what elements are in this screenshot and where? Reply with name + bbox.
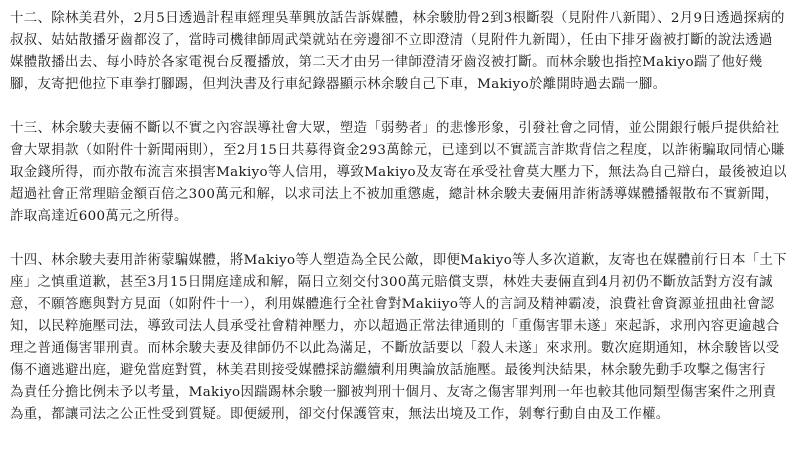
paragraph-line: 為重，都讓司法之公正性受到質疑。即便緩刑，卻交付保護管束，無法出境及工作，剝奪行動自由及工作權。 <box>10 407 670 422</box>
paragraph-line: 十三、林余駿夫妻倆不斷以不實之內容誤導社會大眾，塑造「弱勢者」的悲慘形象，引發社會之同情，並公開銀行帳戶提供給社 <box>10 121 780 136</box>
paragraph-line: 腳，友寄把他拉下車拳打腳踢，但判決書及行車紀錄器顯示林余駿自己下車，Makiyo於離開時過去踹一腳。 <box>10 77 667 92</box>
paragraph-fourteen <box>10 250 790 426</box>
paragraph-line: 座」之慎重道歉，甚至3月15日開庭達成和解，隔日立刻交付300萬元賠償支票，林姓夫妻倆直到4月初仍不斷放話對方沒有誠 <box>10 275 773 290</box>
paragraph-line: 十四、林余駿夫妻用詐術蒙騙媒體，將Makiyo等人塑造為全民公敵，即便Makiyo等人多次道歉，友寄也在媒體前行日本「土下 <box>10 253 787 268</box>
paragraph-line: 取金錢所得，而亦散布流言來損害Makiyo等人信用，導致Makiyo及友寄在承受社會莫大壓力下，無法為自己辯白，最後被迫以 <box>10 165 787 180</box>
paragraph-line: 詐取高達近600萬元之所得。 <box>10 209 188 224</box>
paragraph-line: 知，以民粹施壓司法，導致司法人員承受社會精神壓力，亦以超過正常法律通則的「重傷害罪未遂」來起訴，求刑內容更逾越合 <box>10 319 780 334</box>
paragraph-line: 超過社會正常理賠金額百倍之300萬元和解，以求司法上不被加重懲處，總計林余駿夫妻倆用詐術誘導媒體播報散布不實新聞， <box>10 187 779 202</box>
paragraph-twelve <box>10 8 790 96</box>
paragraph-thirteen <box>10 118 790 228</box>
paragraph-line: 意，不願答應與對方見面（如附件十一），利用媒體進行全社會對Makiiyo等人的言詞及精神霸凌，浪費社會資源並扭曲社會認 <box>10 297 775 312</box>
paragraph-line: 理之普通傷害罪刑責。而林余駿夫妻及律師仍不以此為滿足，不斷放話要以「殺人未遂」來求刑。數次庭期通知，林余駿皆以受 <box>10 341 780 356</box>
paragraph-line: 叔叔、姑姑散播牙齒都沒了，當時司機律師周武榮就站在旁邊卻不立即澄清（見附件九新聞），任由下排牙齒被打斷的說法透過 <box>10 33 773 48</box>
paragraph-line: 十二、除林美君外，2月5日透過計程車經理吳華興放話告訴媒體，林余駿肋骨2到3根斷裂（見附件八新聞）、2月9日透過探病的 <box>10 11 785 26</box>
paragraph-line: 傷不適逃避出庭，避免當庭對質，林美君則接受媒體採訪繼續利用輿論放話施壓。最後判決結果，林余駿先動手攻擊之傷害行 <box>10 363 766 378</box>
paragraph-line: 媒體散播出去、每小時於各家電視台反覆播放，第二天才由另一律師澄清牙齒沒被打斷。而林余駿也指控Makiyo踹了他好幾 <box>10 55 763 70</box>
paragraph-line: 會大眾捐款（如附件十新聞兩則），至2月15日共募得資金293萬餘元，已達到以不實謊言詐欺背信之程度，以詐術騙取同情心賺 <box>10 143 785 158</box>
paragraph-line: 為責任分擔比例未予以考量，Makiyo因踹踢林余駿一腳被判刑十個月、友寄之傷害罪判刑一年也較其他同類型傷害案件之刑責 <box>10 385 777 400</box>
